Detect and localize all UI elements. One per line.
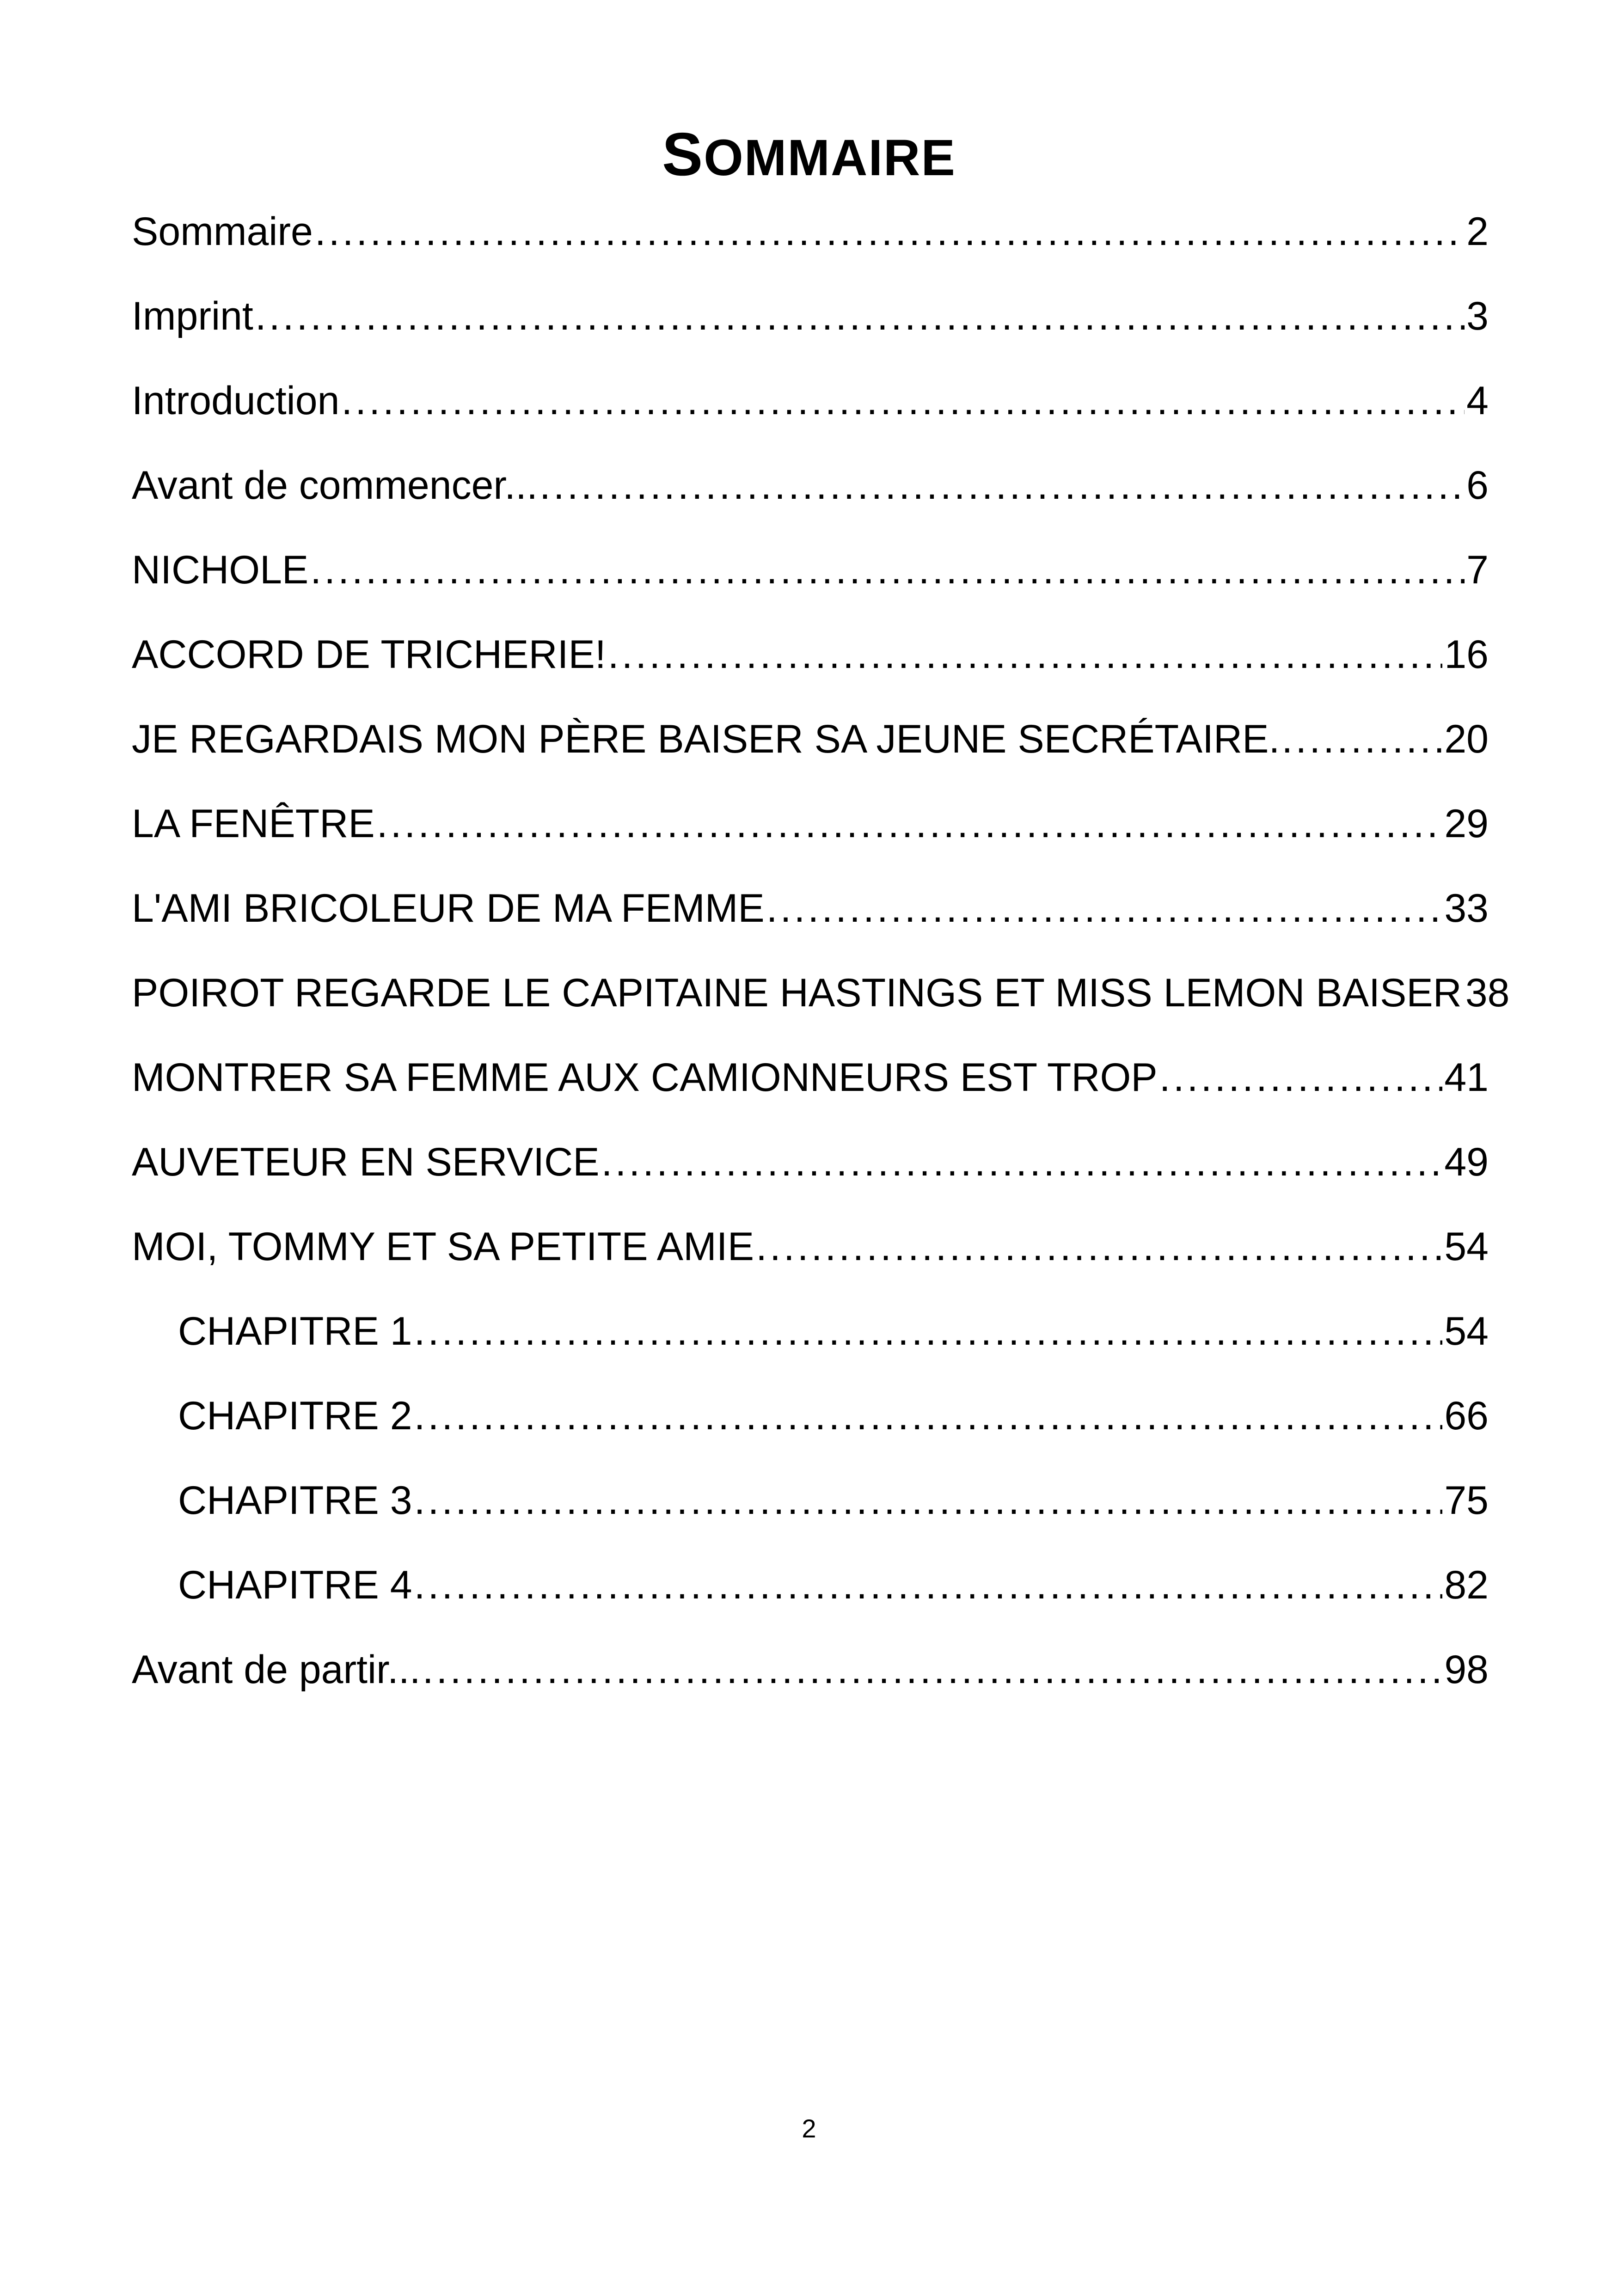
toc-entry-label: CHAPITRE 1 [178, 1309, 412, 1353]
table-of-contents [132, 190, 1510, 1712]
toc-dot-leader [310, 528, 1465, 612]
toc-dot-leader [1159, 1035, 1443, 1120]
toc-entry-label: AUVETEUR EN SERVICE [132, 1140, 600, 1184]
toc-dot-leader [423, 1628, 1443, 1712]
toc-entry[interactable] [132, 612, 1489, 697]
toc-entry-label: Avant de partir... [132, 1647, 421, 1692]
toc-entry-label: Sommaire [132, 209, 313, 254]
toc-entry-page-number: 7 [1466, 548, 1489, 592]
toc-entry[interactable] [132, 528, 1489, 612]
page-title [0, 122, 1618, 190]
toc-entry[interactable] [132, 697, 1489, 782]
toc-entry-page-number: 98 [1444, 1647, 1489, 1692]
toc-entry-page-number: 75 [1444, 1478, 1489, 1523]
toc-entry[interactable] [132, 1374, 1489, 1458]
toc-entry-label: CHAPITRE 4 [178, 1563, 412, 1607]
toc-entry[interactable] [132, 1120, 1489, 1205]
toc-dot-leader [414, 1458, 1443, 1543]
toc-entry-label: NICHOLE [132, 548, 309, 592]
toc-entry-label: Avant de commencer... [132, 463, 538, 508]
toc-entry-page-number: 54 [1444, 1309, 1489, 1353]
toc-entry-page-number: 49 [1444, 1140, 1489, 1184]
toc-dot-leader [539, 443, 1465, 528]
toc-entry-label: MOI, TOMMY ET SA PETITE AMIE [132, 1225, 754, 1269]
toc-dot-leader [1281, 697, 1442, 782]
toc-entry-page-number: 4 [1466, 379, 1489, 423]
title-initial: S [662, 120, 704, 188]
toc-entry-label: Imprint [132, 294, 253, 338]
toc-entry[interactable] [132, 1543, 1489, 1628]
toc-entry-page-number: 20 [1444, 717, 1489, 761]
toc-dot-leader [414, 1289, 1443, 1374]
toc-entry-label: Introduction [132, 379, 340, 423]
toc-entry[interactable] [132, 1289, 1489, 1374]
toc-entry-label: ACCORD DE TRICHERIE! [132, 632, 606, 677]
toc-entry[interactable] [132, 274, 1489, 359]
toc-dot-leader [377, 782, 1443, 866]
toc-dot-leader [414, 1543, 1443, 1628]
toc-dot-leader [341, 359, 1465, 443]
toc-entry-label: MONTRER SA FEMME AUX CAMIONNEURS EST TROP [132, 1055, 1158, 1100]
toc-entry-page-number: 16 [1444, 632, 1489, 677]
toc-entry[interactable] [132, 1458, 1489, 1543]
toc-entry-page-number: 3 [1466, 294, 1489, 338]
toc-entry[interactable] [132, 951, 1510, 1035]
toc-entry-page-number: 6 [1466, 463, 1489, 508]
toc-dot-leader [608, 612, 1443, 697]
toc-entry[interactable] [132, 1035, 1489, 1120]
toc-dot-leader [255, 274, 1465, 359]
toc-entry-label: LA FENÊTRE [132, 802, 375, 846]
title-rest: OMMAIRE [704, 129, 956, 186]
toc-entry-page-number: 54 [1444, 1225, 1489, 1269]
toc-dot-leader [766, 866, 1443, 951]
toc-entry-page-number: 33 [1444, 886, 1489, 931]
toc-entry-page-number: 2 [1466, 209, 1489, 254]
toc-entry-page-number: 29 [1444, 802, 1489, 846]
toc-dot-leader [414, 1374, 1443, 1458]
toc-entry[interactable] [132, 443, 1489, 528]
toc-entry-label: L'AMI BRICOLEUR DE MA FEMME [132, 886, 765, 931]
page-number: 2 [802, 2114, 816, 2143]
toc-dot-leader [315, 190, 1465, 274]
toc-entry-page-number: 82 [1444, 1563, 1489, 1607]
toc-entry[interactable] [132, 190, 1489, 274]
toc-entry-label: POIROT REGARDE LE CAPITAINE HASTINGS ET MISS LEMON BAISER [132, 971, 1462, 1015]
toc-entry-label: CHAPITRE 2 [178, 1394, 412, 1438]
toc-entry[interactable] [132, 866, 1489, 951]
toc-entry-label: JE REGARDAIS MON PÈRE BAISER SA JEUNE SECRÉTAIRE. [132, 717, 1280, 761]
toc-entry[interactable] [132, 1205, 1489, 1289]
toc-entry[interactable] [132, 782, 1489, 866]
toc-entry-label: CHAPITRE 3 [178, 1478, 412, 1523]
toc-dot-leader [601, 1120, 1443, 1205]
toc-entry-page-number: 66 [1444, 1394, 1489, 1438]
toc-dot-leader [756, 1205, 1442, 1289]
toc-entry-page-number: 38 [1465, 971, 1510, 1015]
toc-entry[interactable] [132, 1628, 1489, 1712]
toc-entry-page-number: 41 [1444, 1055, 1489, 1100]
toc-entry[interactable] [132, 359, 1489, 443]
